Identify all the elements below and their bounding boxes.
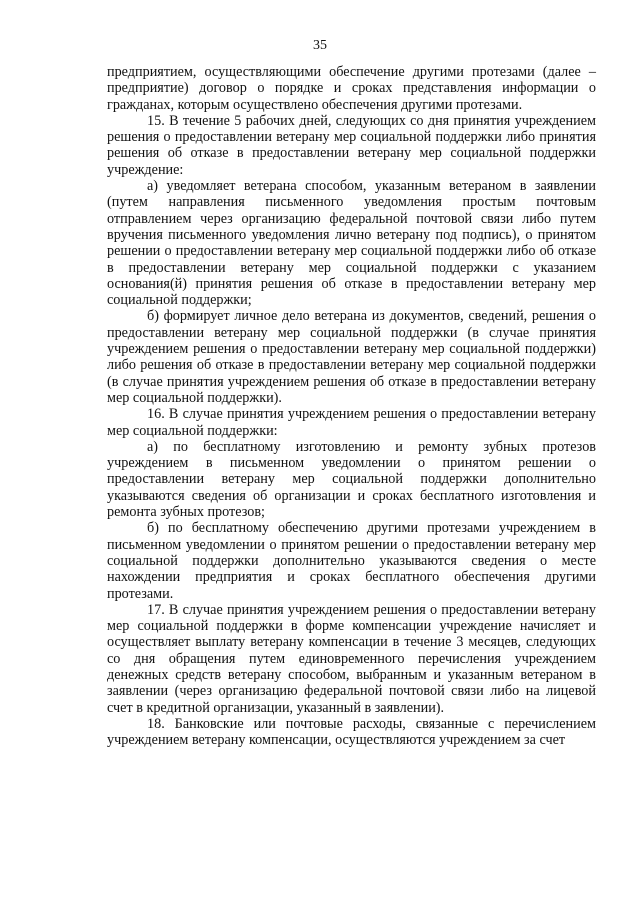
paragraph-continuation: предприятием, осуществляющими обеспечение другими протезами (далее – предприятие) договор о порядке и сроках представления информации о гражданах, которым осуществлено обеспечения другими протезами. [107,64,596,113]
paragraph-clause-16-b: б) по бесплатному обеспечению другими протезами учреждением в письменном уведомлении о принятом решении о предоставлении ветерану мер социальной поддержки дополнительно указываются сведения о месте нахождении предприятия и сроках бесплатного обеспечения другими протезами. [107,520,596,602]
paragraph-clause-15: 15. В течение 5 рабочих дней, следующих со дня принятия учреждением решения о предоставлении ветерану мер социальной поддержки либо принятия решения об отказе в предоставлении ветерану мер социальной поддержки учреждение: [107,112,596,178]
paragraph-clause-16: 16. В случае принятия учреждением решения о предоставлении ветерану мер социальной поддержки: [107,406,596,439]
paragraph-clause-15-b: б) формирует личное дело ветерана из документов, сведений, решения о предоставлении ветерану мер социальной поддержки (в случае принятия учреждением решения о предоставлении ветерану мер социальной поддержки) либо решения об отказе в предоставлении ветерану мер социальной поддержки (в случае принятия учреждением решения об отказе в предоставлении ветерану мер социальной поддержки). [107,308,596,406]
document-body [107,64,596,748]
paragraph-clause-17: 17. В случае принятия учреждением решения о предоставлении ветерану мер социальной поддержки в форме компенсации учреждение начисляет и осуществляет выплату ветерану компенсации в течение 3 месяцев, следующих со дня обращения путем единовременного перечисления учреждением денежных средств ветерану способом, выбранным и указанным ветераном в заявлении (через организацию федеральной почтовой связи либо на лицевой счет в кредитной организации, указанный в заявлении). [107,601,596,716]
paragraph-clause-15-a: а) уведомляет ветерана способом, указанным ветераном в заявлении (путем направления письменного уведомления простым почтовым отправлением через организацию федеральной почтовой связи либо путем вручения письменного уведомления лично ветерану под подпись), о принятом решении о предоставлении ветерану мер социальной поддержки либо об отказе в предоставлении ветерану мер социальной поддержки с указанием основания(й) принятия решения об отказе в предоставлении ветерану мер социальной поддержки; [107,178,596,309]
paragraph-clause-18: 18. Банковские или почтовые расходы, связанные с перечислением учреждением ветерану компенсации, осуществляются учреждением за счет [107,715,596,749]
page-number: 35 [313,38,327,53]
paragraph-clause-16-a: а) по бесплатному изготовлению и ремонту зубных протезов учреждением в письменном уведомлении о принятом решении о предоставлении ветерану мер социальной поддержки дополнительно указываются сведения об организации и сроках бесплатного изготовления и ремонта зубных протезов; [107,438,596,521]
